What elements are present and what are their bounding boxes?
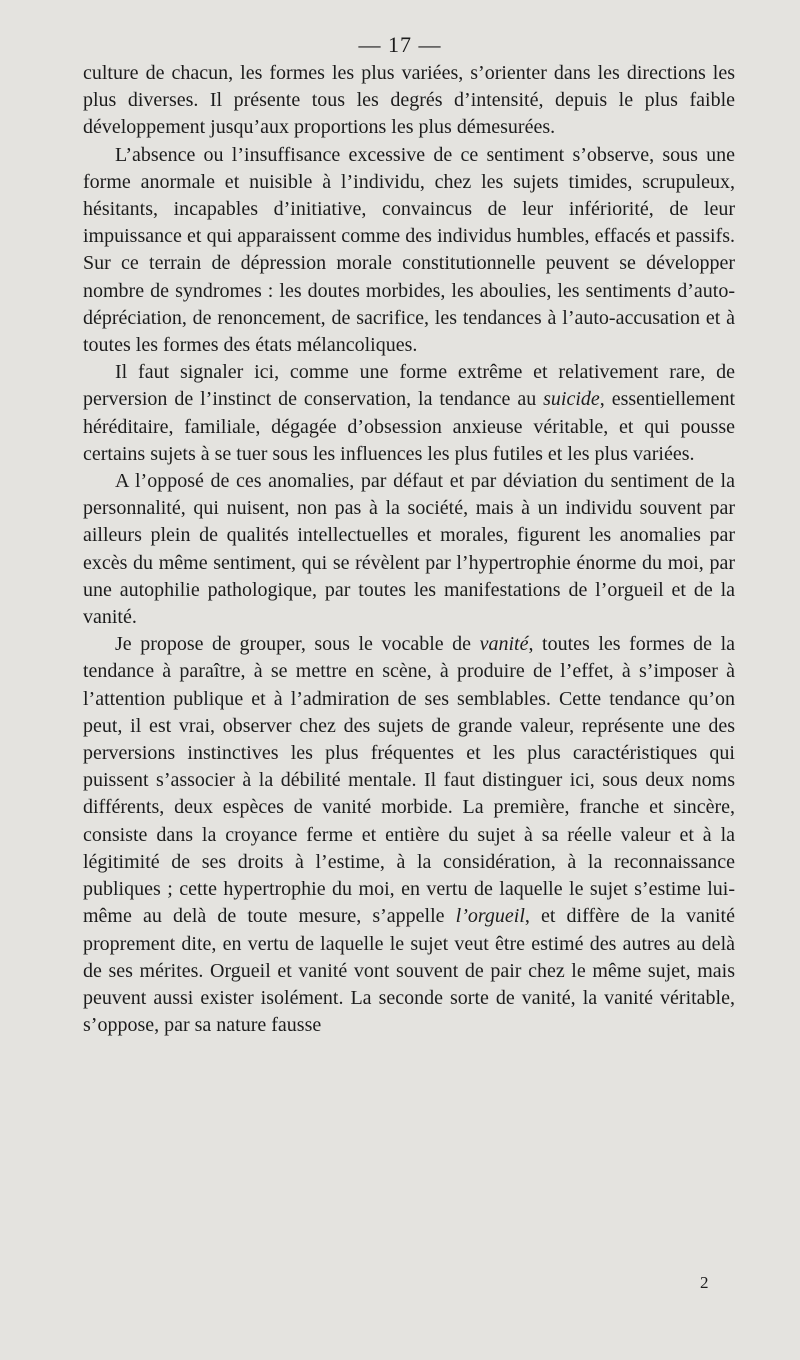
paragraph-4: A l’opposé de ces anomalies, par défaut et par déviation du sentiment de la personnalité, qui nuisent, non pas à la société, mais à un individu souvent par ailleurs plein de qualités intellectuelles et morales, figurent les anomalies par excès du même sentiment, qui se révèlent par l’hypertrophie énorme du moi, par une autophilie pathologique, par toutes les manifestations de l’orgueil et de la vanité. [83, 470, 735, 629]
paragraph-5 [83, 631, 735, 1039]
page-number: — 17 — [358, 32, 442, 57]
paragraph-5-text-b: , toutes les formes de la tendance à paraître, à se mettre en scène, à produire de l’effet, à s’imposer à l’attention publique et à l’admiration de ses semblables. Cette tendance qu’on peut, il est vrai, observer chez des sujets de grande valeur, représente une des perversions instinctives les plus fréquentes et les plus caractéristiques qui puissent s’associer à la débilité mentale. Il faut distinguer ici, sous deux noms différents, deux espèces de vanité morbide. La première, franche et sincère, consiste dans la croyance ferme et entière du sujet à sa réelle valeur et à la légitimité de ses droits à l’estime, à la considération, à la reconnaissance publiques ; cette hypertrophie du moi, en vertu de laquelle le sujet s’estime lui-même au delà de toute mesure, s’appelle [83, 633, 735, 928]
italic-term-orgueil: l’orgueil [455, 905, 525, 928]
paragraph-2: L’absence ou l’insuffisance excessive de ce sentiment s’observe, sous une forme anormale et nuisible à l’individu, chez les sujets timides, scrupuleux, hésitants, incapables d’initiative, convaincus de leur infériorité, de leur impuissance et qui apparaissent comme des individus humbles, effacés et passifs. Sur ce terrain de dépression morale constitutionnelle peuvent se développer nombre de syndromes : les doutes morbides, les aboulies, les sentiments d’auto-dépréciation, de renoncement, de sacrifice, les tendances à l’auto-accusation et à toutes les formes des états mélancoliques. [83, 143, 735, 357]
paragraph-1: culture de chacun, les formes les plus variées, s’orienter dans les directions les plus diverses. Il présente tous les degrés d’intensité, depuis le plus faible développement jusqu’aux proportions les plus démesurées. [83, 62, 735, 139]
paragraph-3 [83, 359, 735, 468]
paragraph-5-text-a: Je propose de grouper, sous le vocable de [115, 633, 480, 656]
italic-term-suicide: suicide [543, 388, 600, 411]
paragraph-3-text-b: , essentiellement héréditaire, familiale, dégagée d’obsession anxieuse véritable, et qui pousse certains sujets à se tuer sous les influences les plus futiles et les plus variées. [83, 388, 735, 465]
paragraph-5-text-c: , et diffère de la vanité proprement dite, en vertu de laquelle le sujet veut être estimé des autres au delà de ses mérites. Orgueil et vanité vont souvent de pair chez le même sujet, mais peuvent aussi exister isolément. La seconde sorte de vanité, la vanité véritable, s’oppose, par sa nature fausse [83, 905, 735, 1037]
italic-term-vanite: vanité [479, 633, 529, 656]
body-text [83, 60, 735, 1039]
signature-mark: 2 [700, 1273, 709, 1292]
paragraph-3-text-a: Il faut signaler ici, comme une forme extrême et relativement rare, de perversion de l’instinct de conservation, la tendance au [83, 361, 735, 411]
